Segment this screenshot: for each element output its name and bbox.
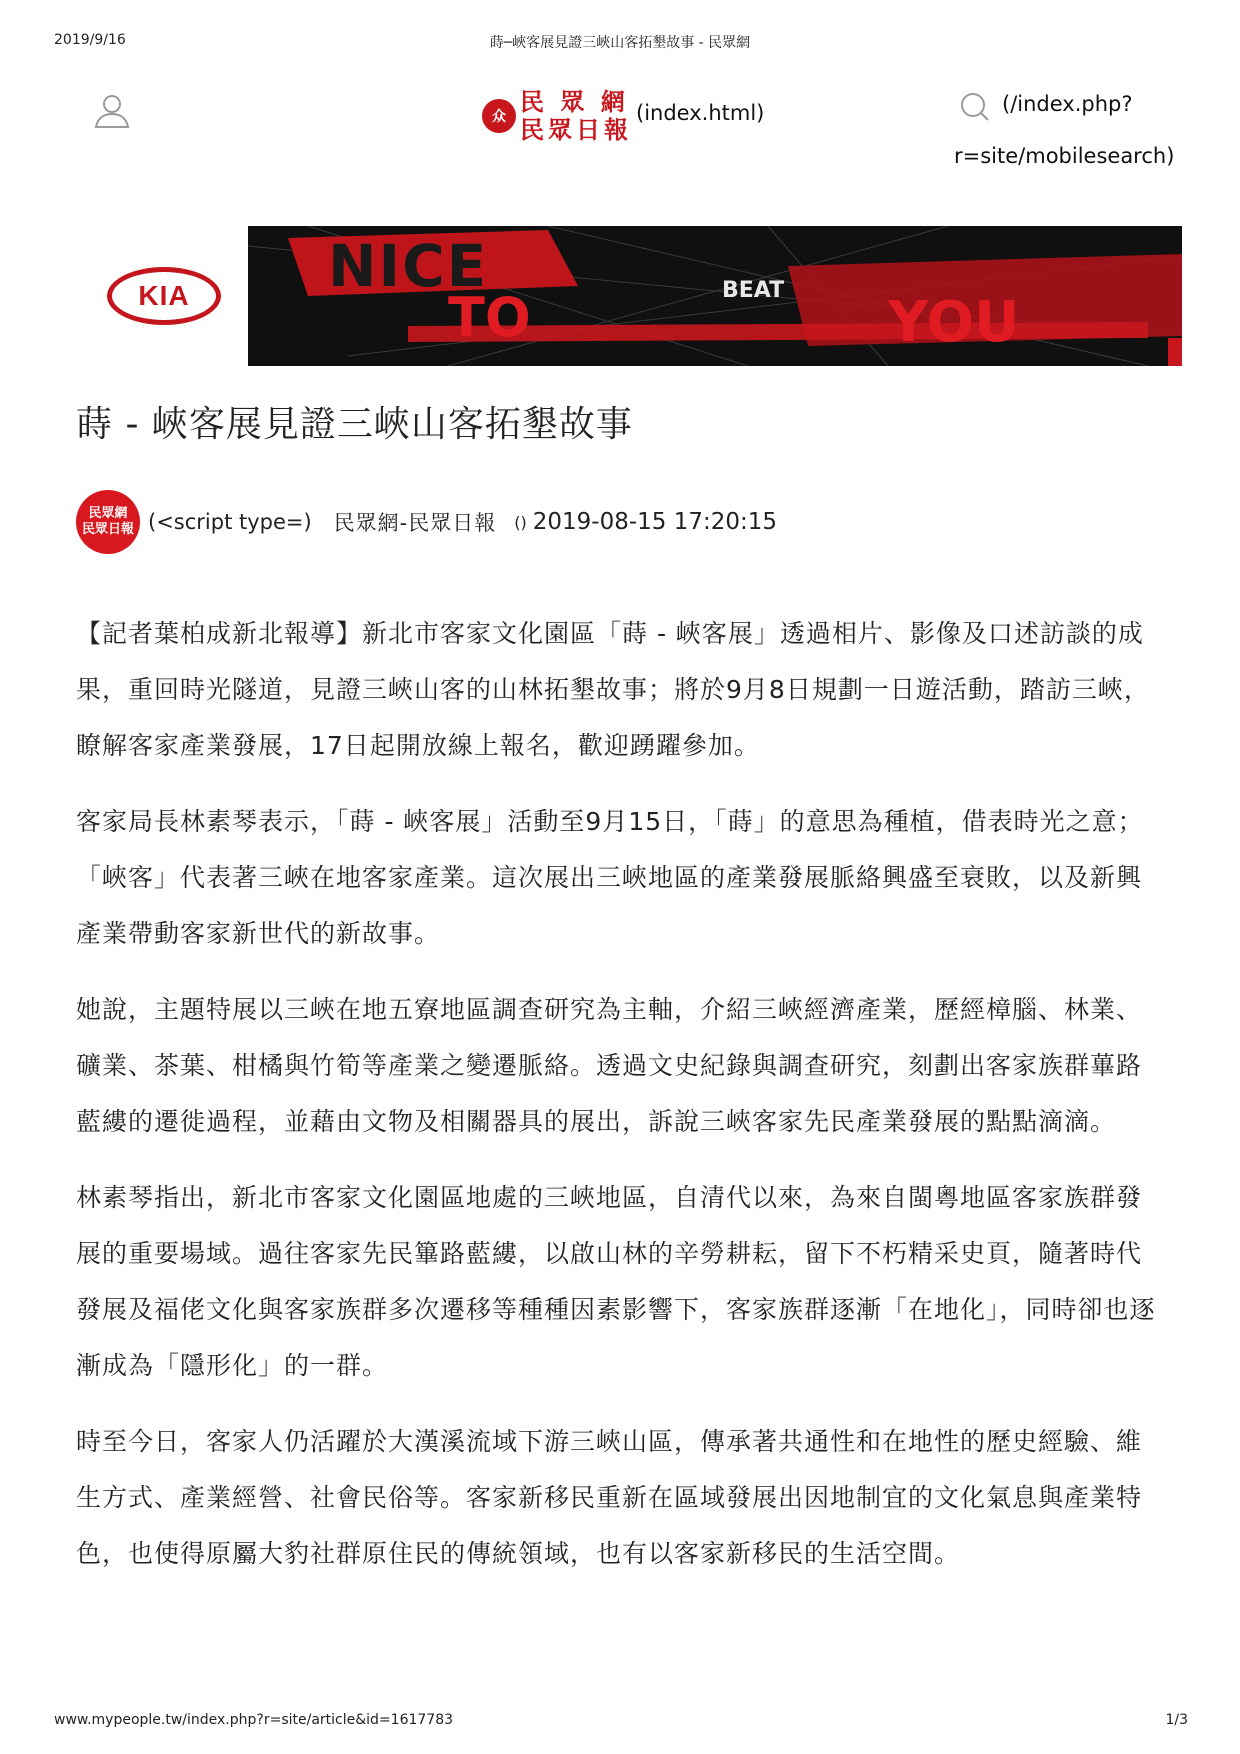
- kia-logo: KIA: [107, 267, 221, 325]
- logo-line-1: 民 眾 網: [520, 87, 629, 116]
- meta-paren: (): [514, 512, 527, 532]
- article-title: 蒔 - 峽客展見證三峽山客拓墾故事: [76, 404, 633, 445]
- ad-text-to: TO: [448, 286, 531, 349]
- ad-text-nice: NICE: [328, 232, 489, 300]
- article-body: [76, 606, 1162, 1602]
- search-link-line-2[interactable]: r=site/mobilesearch): [954, 144, 1175, 168]
- article-paragraph: 她說，主題特展以三峽在地五寮地區調查研究為主軸，介紹三峽經濟產業，歷經樟腦、林業、礦業、茶葉、柑橘與竹筍等產業之變遷脈絡。透過文史紀錄與調查研究，刻劃出客家族群蓽路藍縷的遷徙過程，並藉由文物及相關器具的展出，訴說三峽客家先民產業發展的點點滴滴。: [76, 995, 1143, 1136]
- kia-logo-box: [80, 226, 248, 366]
- search-link-line-1[interactable]: (/index.php?: [1002, 92, 1133, 116]
- ad-text-beat: BEAT: [722, 278, 785, 303]
- logo-emblem: 众: [482, 99, 516, 133]
- article-source: 民眾網-民眾日報: [333, 511, 497, 535]
- meta-script-text: (<script type=): [148, 510, 312, 534]
- logo-line-2: 民眾日報: [520, 115, 632, 144]
- article-meta: [76, 490, 777, 554]
- ad-image: [248, 226, 1182, 366]
- site-logo-link[interactable]: [482, 88, 764, 144]
- user-icon[interactable]: [92, 90, 132, 130]
- logo-href-text: (index.html): [636, 101, 765, 125]
- avatar-line-1: 民眾網: [88, 506, 128, 521]
- search-icon[interactable]: [958, 90, 994, 126]
- author-avatar: [76, 490, 140, 554]
- ad-banner[interactable]: [80, 226, 1182, 366]
- ad-text-you: YOU: [888, 290, 1020, 355]
- article-paragraph: 時至今日，客家人仍活躍於大漢溪流域下游三峽山區，傳承著共通性和在地性的歷史經驗、維生方式、產業經營、社會民俗等。客家新移民重新在區域發展出因地制宜的文化氣息與產業特色，也使得原屬大豹社群原住民的傳統領域，也有以客家新移民的生活空間。: [76, 1427, 1143, 1568]
- article-paragraph: 【記者葉柏成新北報導】新北市客家文化園區「蒔 - 峽客展」透過相片、影像及口述訪談的成果，重回時光隧道，見證三峽山客的山林拓墾故事；將於9月8日規劃一日遊活動，踏訪三峽，瞭解客家產業發展，17日起開放線上報名，歡迎踴躍參加。: [76, 619, 1150, 760]
- print-date: 2019/9/16: [54, 32, 126, 48]
- logo-text: [520, 88, 632, 144]
- article-paragraph: 客家局長林素琴表示，「蒔 - 峽客展」活動至9月15日，「蒔」的意思為種植，借表時光之意；「峽客」代表著三峽在地客家產業。這次展出三峽地區的產業發展脈絡興盛至衰敗，以及新興產業帶動客家新世代的新故事。: [76, 807, 1144, 948]
- print-page-title: 蒔─峽客展見證三峽山客拓墾故事 - 民眾網: [489, 35, 751, 51]
- print-footer-url: www.mypeople.tw/index.php?r=site/article&id=1617783: [54, 1712, 454, 1728]
- avatar-line-2: 民眾日報: [81, 522, 134, 537]
- print-footer-page: 1/3: [1165, 1712, 1188, 1728]
- article-paragraph: 林素琴指出，新北市客家文化園區地處的三峽地區，自清代以來，為來自閩粵地區客家族群發展的重要場域。過往客家先民篳路藍縷，以啟山林的辛勞耕耘，留下不朽精采史頁，隨著時代發展及福佬文化與客家族群多次遷移等種種因素影響下，客家族群逐漸「在地化」，同時卻也逐漸成為「隱形化」的一群。: [76, 1183, 1156, 1380]
- article-datetime: 2019-08-15 17:20:15: [532, 509, 778, 535]
